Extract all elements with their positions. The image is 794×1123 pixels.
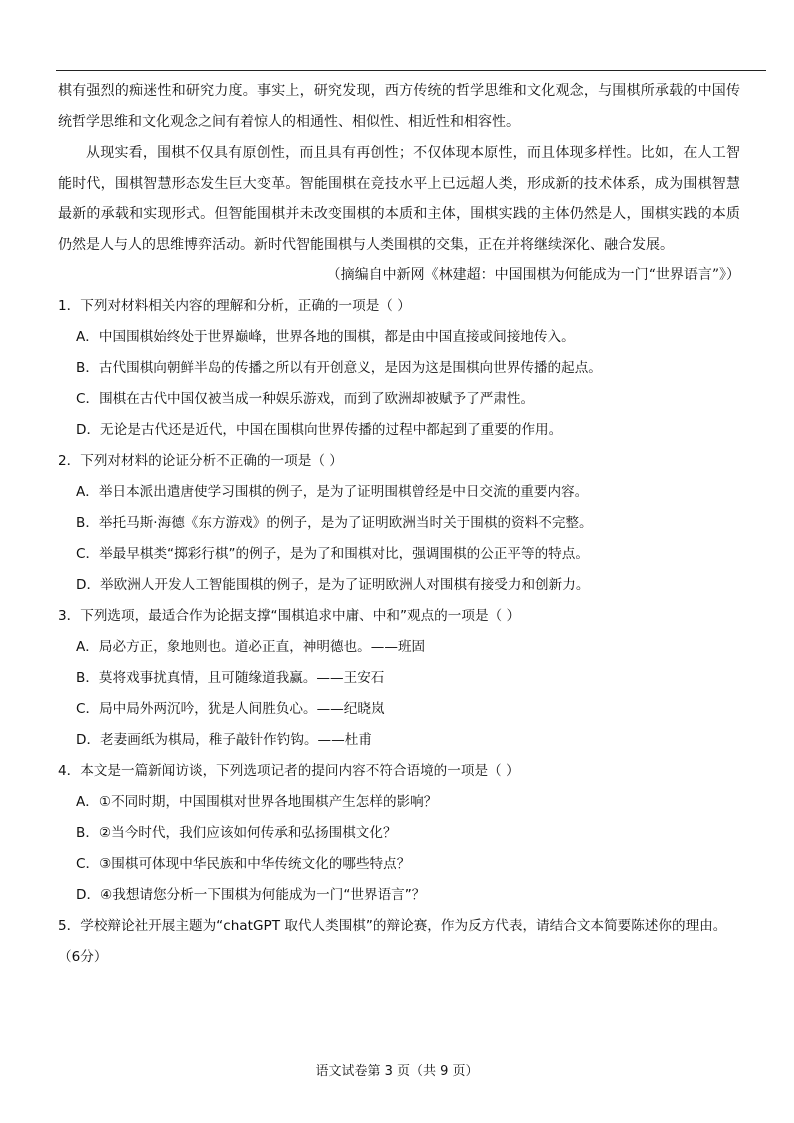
- question-4: [58, 756, 740, 911]
- question-stem: 4．本文是一篇新闻访谈，下列选项记者的提问内容不符合语境的一项是（ ）: [58, 763, 520, 779]
- question-option: D．老妻画纸为棋局，稚子敲针作钓钩。——杜甫: [76, 732, 372, 748]
- question-option: B．举托马斯·海德《东方游戏》的例子，是为了证明欧洲当时关于围棋的资料不完整。: [76, 515, 593, 531]
- question-option: B．古代围棋向朝鲜半岛的传播之所以有开创意义，是因为这是围棋向世界传播的起点。: [76, 360, 602, 376]
- question-1: [58, 291, 740, 446]
- question-stem: 3．下列选项，最适合作为论据支撑“围棋追求中庸、中和”观点的一项是（ ）: [58, 608, 521, 624]
- question-option: D．④我想请您分析一下围棋为何能成为一门“世界语言”？: [76, 887, 426, 903]
- question-stem: 2．下列对材料的论证分析不正确的一项是（ ）: [58, 453, 343, 469]
- passage-paragraph-1: 棋有强烈的痴迷性和研究力度。事实上，研究发现，西方传统的哲学思维和文化观念，与围棋所承载的中国传统哲学思维和文化观念之间有着惊人的相通性、相似性、相近性和相容性。: [58, 83, 740, 130]
- page-footer: 语文试卷第 3 页（共 9 页）: [315, 1064, 479, 1079]
- question-stem: 1．下列对材料相关内容的理解和分析，正确的一项是（ ）: [58, 298, 411, 314]
- question-3: [58, 601, 740, 756]
- question-option: C．③围棋可体现中华民族和中华传统文化的哪些特点？: [76, 856, 411, 872]
- question-option: A．中国围棋始终处于世界巅峰，世界各地的围棋，都是由中国直接或间接地传入。: [76, 329, 575, 345]
- header-rule: [56, 70, 766, 71]
- question-option: A．局必方正，象地则也。道必正直，神明德也。——班固: [76, 639, 426, 655]
- question-option: C．围棋在古代中国仅被当成一种娱乐游戏，而到了欧洲却被赋予了严肃性。: [76, 391, 535, 407]
- question-option: A．①不同时期，中国围棋对世界各地围棋产生怎样的影响？: [76, 794, 438, 810]
- question-option: D．无论是古代还是近代，中国在围棋向世界传播的过程中都起到了重要的作用。: [76, 422, 563, 438]
- passage-paragraph-2: 从现实看，围棋不仅具有原创性，而且具有再创性；不仅体现本原性，而且体现多样性。比如，在人工智能时代，围棋智慧形态发生巨大变革。智能围棋在竞技水平上已远超人类，形成新的技术体系，成为围棋智慧最新的承载和实现形式。但智能围棋并未改变围棋的本质和主体，围棋实践的主体仍然是人，围棋实践的本质仍然是人与人的思维博弈活动。新时代智能围棋与人类围棋的交集，正在并将继续深化、融合发展。: [58, 145, 740, 253]
- question-option: D．举欧洲人开发人工智能围棋的例子，是为了证明欧洲人对围棋有接受力和创新力。: [76, 577, 590, 593]
- question-2: [58, 446, 740, 601]
- question-option: A．举日本派出遣唐使学习围棋的例子，是为了证明围棋曾经是中日交流的重要内容。: [76, 484, 589, 500]
- question-option: B．②当今时代，我们应该如何传承和弘扬围棋文化？: [76, 825, 397, 841]
- question-5: 5．学校辩论社开展主题为“chatGPT 取代人类围棋”的辩论赛，作为反方代表，请结合文本简要陈述你的理由。（6分）: [58, 918, 727, 965]
- question-option: B．莫将戏事扰真情，且可随缘道我赢。——王安石: [76, 670, 385, 686]
- passage-source: （摘编自中新网《林建超：中国围棋为何能成为一门“世界语言”》）: [326, 267, 740, 283]
- question-option: C．举最早棋类“掷彩行棋”的例子，是为了和围棋对比，强调围棋的公正平等的特点。: [76, 546, 589, 562]
- question-option: C．局中局外两沉吟，犹是人间胜负心。——纪晓岚: [76, 701, 385, 717]
- page-content: [58, 76, 740, 973]
